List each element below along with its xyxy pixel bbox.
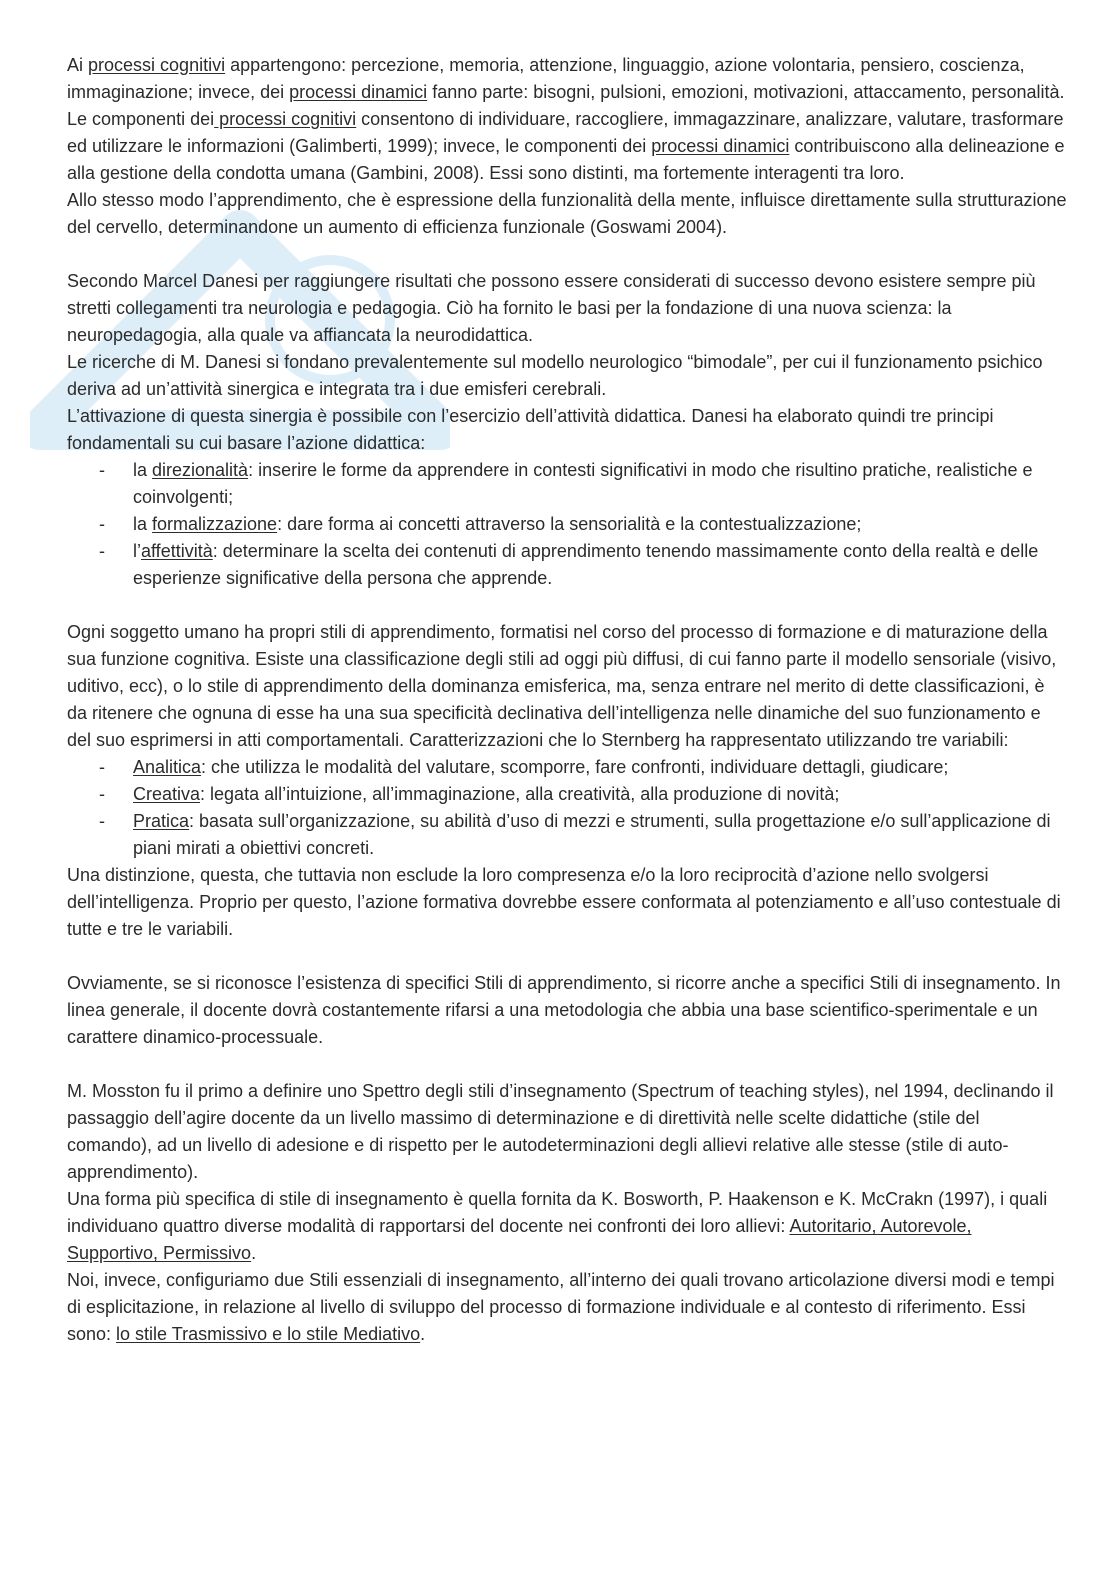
paragraph-due-stili: Noi, invece, configuriamo due Stili essenziali di insegnamento, all’interno dei quali trovano articolazione diversi modi e tempi di esplicitazione, in relazione al livello di sviluppo del processo di formazione individuale e al contesto di riferimento. Essi sono: lo stile Trasmissivo e lo stile Mediativo. (67, 1270, 1055, 1344)
list-item: - Creativa: legata all’intuizione, all’immaginazione, alla creatività, alla produzione di novità; (67, 781, 1067, 808)
term-processi-dinamici: processi dinamici (289, 82, 428, 102)
paragraph-danesi: Secondo Marcel Danesi per raggiungere risultati che possono essere considerati di successo devono esistere sempre più stretti collegamenti tra neurologia e pedagogia. Ciò ha fornito le basi per la fondazione di una nuova scienza: la neuropedagogia, alla quale va affiancata la neurodidattica. (67, 271, 1036, 345)
sternberg-variables-list (67, 754, 1067, 862)
term-processi-cognitivi: processi cognitivi (214, 109, 357, 129)
term-stili-bosworth: Autoritario, Autorevole, Supportivo, Permissivo (67, 1216, 972, 1263)
paragraph-stili-apprendimento: Ogni soggetto umano ha propri stili di apprendimento, formatisi nel corso del processo di formazione e di maturazione della sua funzione cognitiva. Esiste una classificazione degli stili ad oggi più diffusi, di cui fanno parte il modello sensoriale (visivo, uditivo, ecc), o lo stile di apprendimento della dominanza emisferica, ma, senza entrare nel merito di dette classificazioni, è da ritenere che ognuna di esse ha una sua specificità declinativa dell’intelligenza nelle dinamiche del suo funzionamento e del suo esprimersi in atti comportamentali. Caratterizzazioni che lo Sternberg ha rappresentato utilizzando tre variabili: (67, 622, 1057, 750)
paragraph-sinergia: L’attivazione di questa sinergia è possibile con l’esercizio dell’attività didattica. Danesi ha elaborato quindi tre principi fondamentali su cui basare l’azione didattica: (67, 406, 994, 453)
paragraph-distinzione: Una distinzione, questa, che tuttavia non esclude la loro compresenza e/o la loro reciprocità d’azione nello svolgersi dell’intelligenza. Proprio per questo, l’azione formativa dovrebbe essere conformata al potenziamento e all’uso contestuale di tutte e tre le variabili. (67, 865, 1061, 939)
list-item: - la direzionalità: inserire le forme da apprendere in contesti significativi in modo che risultino pratiche, realistiche e coinvolgenti; (67, 457, 1067, 511)
list-item: - Pratica: basata sull’organizzazione, su abilità d’uso di mezzi e strumenti, sulla progettazione e/o sull’applicazione di piani mirati a obiettivi concreti. (67, 808, 1067, 862)
paragraph-stili-insegnamento: Ovviamente, se si riconosce l’esistenza di specifici Stili di apprendimento, si ricorre anche a specifici Stili di insegnamento. In linea generale, il docente dovrà costantemente rifarsi a una metodologia che abbia una base scientifico-sperimentale e un carattere dinamico-processuale. (67, 973, 1061, 1047)
paragraph-bosworth: Una forma più specifica di stile di insegnamento è quella fornita da K. Bosworth, P. Haakenson e K. McCrakn (1997), i quali individuano quattro diverse modalità di rapportarsi del docente nei confronti dei loro allievi: Autoritario, Autorevole, Supportivo, Permissivo. (67, 1189, 1048, 1263)
paragraph-mosston: M. Mosston fu il primo a definire uno Spettro degli stili d’insegnamento (Spectrum of teaching styles), nel 1994, declinando il passaggio dell’agire docente da un livello massimo di determinazione e di direttività nelle scelte didattiche (stile del comando), ad un livello di adesione e di rispetto per le autodeterminazioni degli allievi relative alle stesse (stile di auto-apprendimento). (67, 1081, 1054, 1182)
paragraph-processi: Ai processi cognitivi appartengono: percezione, memoria, attenzione, linguaggio, azione volontaria, pensiero, coscienza, immaginazione; invece, dei processi dinamici fanno parte: bisogni, pulsioni, emozioni, motivazioni, attaccamento, personalità. (67, 55, 1065, 102)
list-item: - la formalizzazione: dare forma ai concetti attraverso la sensorialità e la contestualizzazione; (67, 511, 1067, 538)
term-stili-essenziali: lo stile Trasmissivo e lo stile Mediativo (116, 1324, 421, 1344)
list-item: - Analitica: che utilizza le modalità del valutare, scomporre, fare confronti, individuare dettagli, giudicare; (67, 754, 1067, 781)
term-processi-dinamici: processi dinamici (651, 136, 790, 156)
paragraph-bimodale: Le ricerche di M. Danesi si fondano prevalentemente sul modello neurologico “bimodale”, per cui il funzionamento psichico deriva ad un’attività sinergica e integrata tra i due emisferi cerebrali. (67, 352, 1043, 399)
term-processi-cognitivi: processi cognitivi (88, 55, 226, 75)
paragraph-apprendimento: Allo stesso modo l’apprendimento, che è espressione della funzionalità della mente, influisce direttamente sulla strutturazione del cervello, determinandone un aumento di efficienza funzionale (Goswami 2004). (67, 190, 1067, 237)
list-item: - l’affettività: determinare la scelta dei contenuti di apprendimento tenendo massimamente conto della realtà e delle esperienze significative della persona che apprende. (67, 538, 1067, 592)
danesi-principles-list (67, 457, 1067, 592)
paragraph-componenti: Le componenti dei processi cognitivi consentono di individuare, raccogliere, immagazzinare, analizzare, valutare, trasformare ed utilizzare le informazioni (Galimberti, 1999); invece, le componenti dei processi dinamici contribuiscono alla delineazione e alla gestione della condotta umana (Gambini, 2008). Essi sono distinti, ma fortemente interagenti tra loro. (67, 109, 1065, 183)
document-page (67, 52, 1067, 1348)
